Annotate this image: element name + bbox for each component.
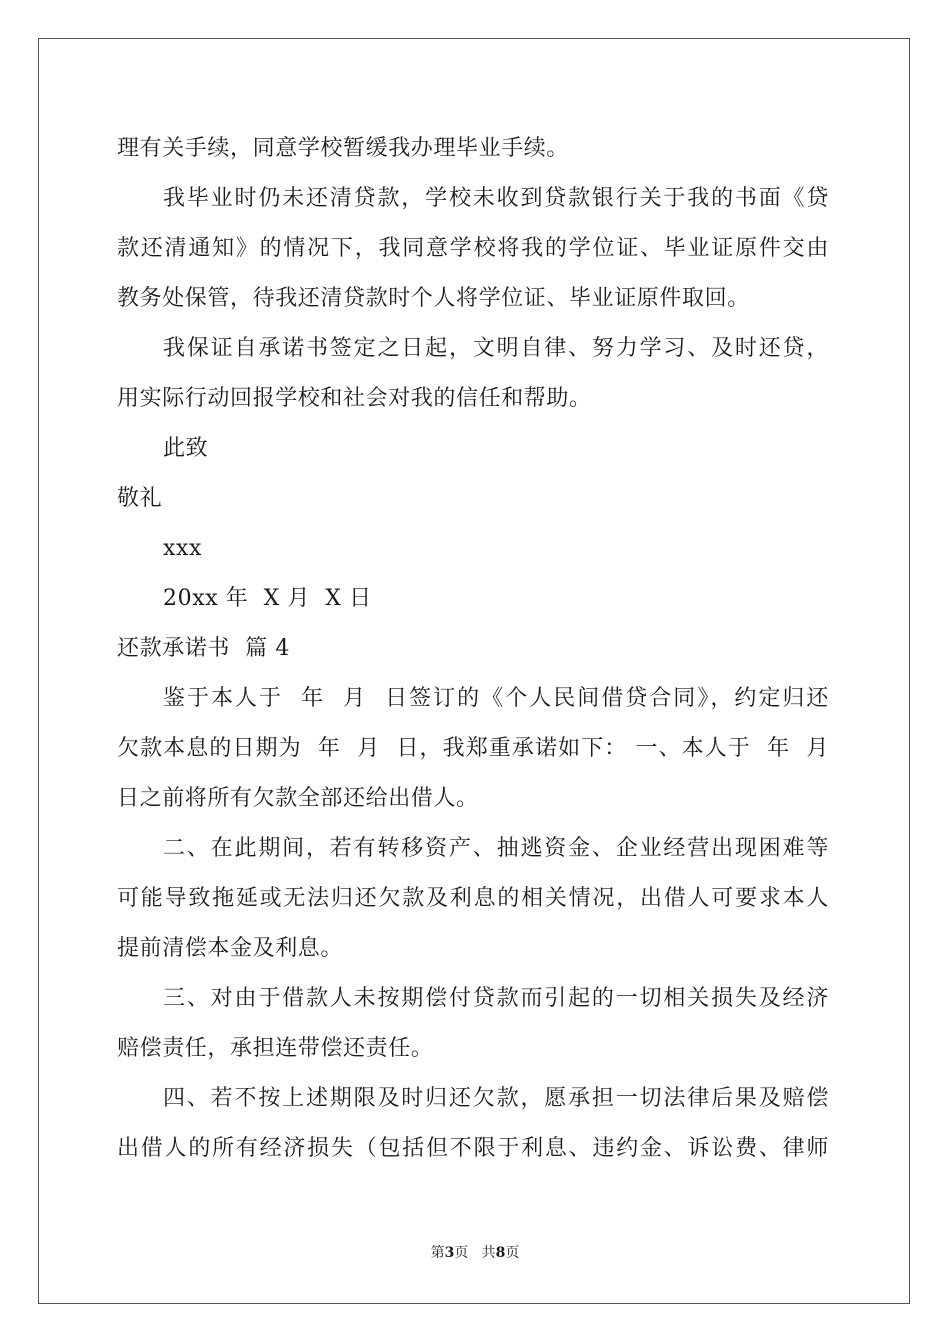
- paragraph-line: 日之前将所有欠款全部还给出借人。: [117, 786, 479, 811]
- paragraph-line: 三、对由于借款人未按期偿付贷款而引起的一切相关损失及经济: [163, 986, 829, 1011]
- page-border: [38, 38, 910, 1304]
- paragraph-line: 出借人的所有经济损失（包括但不限于利息、违约金、诉讼费、律师: [117, 1136, 829, 1161]
- signature-date: 20xx 年 X 月 X 日: [163, 586, 372, 611]
- paragraph-line: 理有关手续，同意学校暂缓我办理毕业手续。: [117, 136, 570, 161]
- paragraph-line: 我毕业时仍未还清贷款，学校未收到贷款银行关于我的书面《贷: [163, 186, 829, 211]
- paragraph-line: 二、在此期间，若有转移资产、抽逃资金、企业经营出现困难等: [163, 836, 829, 861]
- paragraph-line: 用实际行动回报学校和社会对我的信任和帮助。: [117, 386, 592, 411]
- paragraph-line: 鉴于本人于 年 月 日签订的《个人民间借贷合同》，约定归还: [163, 686, 829, 711]
- section-heading: 还款承诺书 篇 4: [117, 636, 290, 661]
- total-pages: 8: [495, 1245, 506, 1261]
- paragraph-line: 四、若不按上述期限及时归还欠款，愿承担一切法律后果及赔偿: [163, 1086, 829, 1111]
- paragraph-line: 我保证自承诺书签定之日起，文明自律、努力学习、及时还贷，: [163, 336, 829, 361]
- paragraph-line: 可能导致拖延或无法归还欠款及利息的相关情况，出借人可要求本人: [117, 886, 829, 911]
- total-prefix: 共: [481, 1245, 496, 1261]
- paragraph-line: 教务处保管，待我还清贷款时个人将学位证、毕业证原件取回。: [117, 286, 750, 311]
- page-number: 3: [444, 1245, 455, 1261]
- paragraph-line: 款还清通知》的情况下，我同意学校将我的学位证、毕业证原件交由: [117, 236, 829, 261]
- closing: 敬礼: [117, 486, 163, 511]
- page-prefix: 第: [430, 1245, 445, 1261]
- salutation: 此致: [163, 436, 209, 461]
- paragraph-line: 赔偿责任，承担连带偿还责任。: [117, 1036, 434, 1061]
- total-suffix: 页: [505, 1245, 520, 1261]
- page-footer: [0, 1243, 950, 1263]
- paragraph-line: 欠款本息的日期为 年 月 日，我郑重承诺如下： 一、本人于 年 月: [117, 736, 829, 761]
- signature-name: xxx: [163, 536, 203, 561]
- paragraph-line: 提前清偿本金及利息。: [117, 936, 344, 961]
- page-suffix: 页: [454, 1245, 469, 1261]
